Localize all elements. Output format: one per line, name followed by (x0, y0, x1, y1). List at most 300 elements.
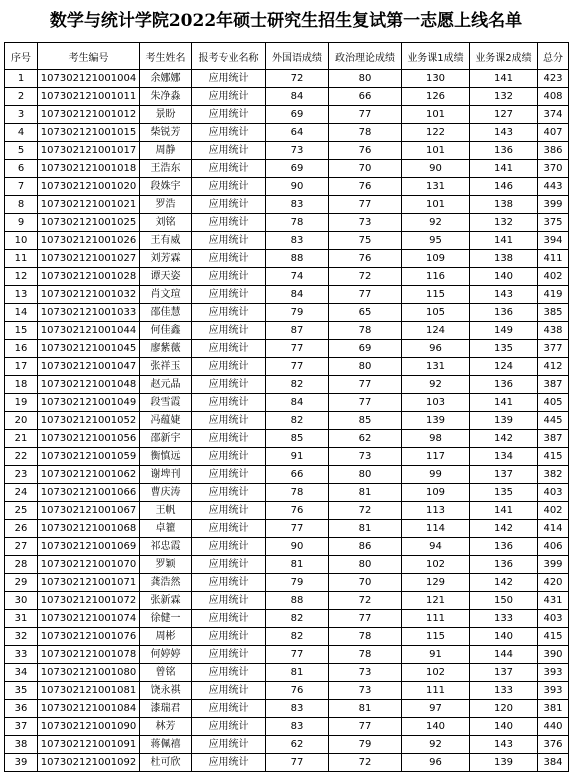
cell-course2: 138 (470, 196, 538, 214)
cell-course2: 144 (470, 646, 538, 664)
cell-major: 应用统计 (192, 268, 266, 286)
cell-name: 祁忠霞 (140, 538, 192, 556)
cell-seq: 29 (5, 574, 38, 592)
cell-seq: 37 (5, 718, 38, 736)
table-row (5, 88, 569, 106)
cell-exam-id: 107302121001072 (38, 592, 140, 610)
cell-course2: 149 (470, 322, 538, 340)
cell-exam-id: 107302121001070 (38, 556, 140, 574)
cell-seq: 1 (5, 70, 38, 88)
cell-exam-id: 107302121001091 (38, 736, 140, 754)
table-row (5, 322, 569, 340)
cell-course1: 96 (402, 340, 470, 358)
cell-exam-id: 107302121001004 (38, 70, 140, 88)
cell-total: 407 (538, 124, 569, 142)
cell-course2: 136 (470, 304, 538, 322)
cell-course1: 102 (402, 556, 470, 574)
cell-course1: 124 (402, 322, 470, 340)
cell-seq: 31 (5, 610, 38, 628)
cell-foreign-language: 83 (266, 196, 329, 214)
cell-politics: 77 (329, 394, 402, 412)
cell-exam-id: 107302121001026 (38, 232, 140, 250)
cell-course1: 113 (402, 502, 470, 520)
cell-course1: 99 (402, 466, 470, 484)
cell-seq: 30 (5, 592, 38, 610)
table-row (5, 610, 569, 628)
cell-politics: 76 (329, 250, 402, 268)
cell-foreign-language: 82 (266, 610, 329, 628)
cell-politics: 80 (329, 466, 402, 484)
cell-exam-id: 107302121001018 (38, 160, 140, 178)
cell-course2: 141 (470, 502, 538, 520)
cell-seq: 8 (5, 196, 38, 214)
cell-name: 张新霖 (140, 592, 192, 610)
cell-foreign-language: 91 (266, 448, 329, 466)
cell-course2: 143 (470, 286, 538, 304)
cell-major: 应用统计 (192, 376, 266, 394)
cell-seq: 17 (5, 358, 38, 376)
table-row (5, 124, 569, 142)
cell-foreign-language: 69 (266, 106, 329, 124)
cell-exam-id: 107302121001052 (38, 412, 140, 430)
cell-exam-id: 107302121001033 (38, 304, 140, 322)
cell-name: 肖文瑄 (140, 286, 192, 304)
cell-foreign-language: 77 (266, 646, 329, 664)
cell-seq: 38 (5, 736, 38, 754)
cell-foreign-language: 77 (266, 340, 329, 358)
cell-politics: 80 (329, 556, 402, 574)
cell-seq: 18 (5, 376, 38, 394)
cell-politics: 76 (329, 178, 402, 196)
cell-major: 应用统计 (192, 610, 266, 628)
table-row (5, 286, 569, 304)
cell-total: 438 (538, 322, 569, 340)
cell-name: 余娜娜 (140, 70, 192, 88)
cell-exam-id: 107302121001015 (38, 124, 140, 142)
cell-foreign-language: 84 (266, 286, 329, 304)
cell-name: 邵佳慧 (140, 304, 192, 322)
cell-course1: 90 (402, 160, 470, 178)
cell-foreign-language: 81 (266, 664, 329, 682)
cell-politics: 76 (329, 142, 402, 160)
cell-name: 谢埤刊 (140, 466, 192, 484)
cell-seq: 39 (5, 754, 38, 772)
cell-course1: 101 (402, 142, 470, 160)
cell-course2: 136 (470, 376, 538, 394)
header-foreign-language: 外国语成绩 (266, 43, 329, 70)
cell-foreign-language: 87 (266, 322, 329, 340)
cell-exam-id: 107302121001092 (38, 754, 140, 772)
cell-seq: 23 (5, 466, 38, 484)
cell-exam-id: 107302121001047 (38, 358, 140, 376)
cell-major: 应用统计 (192, 106, 266, 124)
cell-exam-id: 107302121001078 (38, 646, 140, 664)
cell-major: 应用统计 (192, 718, 266, 736)
cell-name: 林芳 (140, 718, 192, 736)
cell-major: 应用统计 (192, 178, 266, 196)
cell-course1: 102 (402, 664, 470, 682)
cell-exam-id: 107302121001090 (38, 718, 140, 736)
cell-major: 应用统计 (192, 358, 266, 376)
cell-course2: 138 (470, 250, 538, 268)
cell-course2: 124 (470, 358, 538, 376)
table-row (5, 754, 569, 772)
cell-course1: 101 (402, 196, 470, 214)
cell-course2: 137 (470, 466, 538, 484)
cell-total: 370 (538, 160, 569, 178)
cell-course2: 140 (470, 628, 538, 646)
cell-course2: 142 (470, 430, 538, 448)
cell-foreign-language: 72 (266, 70, 329, 88)
cell-course1: 92 (402, 214, 470, 232)
cell-course2: 143 (470, 124, 538, 142)
table-row (5, 448, 569, 466)
cell-name: 段雪霞 (140, 394, 192, 412)
cell-major: 应用统计 (192, 88, 266, 106)
cell-politics: 77 (329, 376, 402, 394)
header-exam-id: 考生编号 (38, 43, 140, 70)
table-row (5, 376, 569, 394)
header-total: 总分 (538, 43, 569, 70)
cell-exam-id: 107302121001068 (38, 520, 140, 538)
cell-total: 419 (538, 286, 569, 304)
cell-total: 408 (538, 88, 569, 106)
cell-politics: 77 (329, 718, 402, 736)
cell-course1: 97 (402, 700, 470, 718)
cell-course2: 140 (470, 268, 538, 286)
cell-exam-id: 107302121001076 (38, 628, 140, 646)
cell-course2: 141 (470, 394, 538, 412)
cell-politics: 85 (329, 412, 402, 430)
cell-course1: 129 (402, 574, 470, 592)
cell-foreign-language: 66 (266, 466, 329, 484)
table-row (5, 466, 569, 484)
cell-foreign-language: 76 (266, 502, 329, 520)
cell-major: 应用统计 (192, 322, 266, 340)
cell-seq: 14 (5, 304, 38, 322)
cell-name: 何佳鑫 (140, 322, 192, 340)
cell-exam-id: 107302121001080 (38, 664, 140, 682)
cell-major: 应用统计 (192, 448, 266, 466)
cell-foreign-language: 77 (266, 520, 329, 538)
cell-seq: 3 (5, 106, 38, 124)
cell-total: 375 (538, 214, 569, 232)
cell-exam-id: 107302121001021 (38, 196, 140, 214)
cell-foreign-language: 64 (266, 124, 329, 142)
cell-politics: 66 (329, 88, 402, 106)
table-row (5, 556, 569, 574)
cell-foreign-language: 77 (266, 754, 329, 772)
cell-course2: 136 (470, 538, 538, 556)
cell-course2: 141 (470, 70, 538, 88)
table-row (5, 178, 569, 196)
cell-politics: 86 (329, 538, 402, 556)
cell-name: 饶永祺 (140, 682, 192, 700)
cell-foreign-language: 83 (266, 718, 329, 736)
cell-total: 381 (538, 700, 569, 718)
cell-total: 399 (538, 556, 569, 574)
table-row (5, 430, 569, 448)
cell-seq: 11 (5, 250, 38, 268)
cell-foreign-language: 88 (266, 592, 329, 610)
cell-politics: 72 (329, 502, 402, 520)
cell-seq: 22 (5, 448, 38, 466)
cell-exam-id: 107302121001048 (38, 376, 140, 394)
cell-name: 朱净淼 (140, 88, 192, 106)
cell-total: 394 (538, 232, 569, 250)
cell-seq: 36 (5, 700, 38, 718)
admission-table (4, 42, 569, 772)
cell-total: 440 (538, 718, 569, 736)
cell-politics: 77 (329, 106, 402, 124)
cell-major: 应用统计 (192, 556, 266, 574)
header-seq: 序号 (5, 43, 38, 70)
cell-politics: 62 (329, 430, 402, 448)
cell-course1: 103 (402, 394, 470, 412)
cell-politics: 81 (329, 520, 402, 538)
cell-course1: 117 (402, 448, 470, 466)
cell-name: 王有威 (140, 232, 192, 250)
header-politics: 政治理论成绩 (329, 43, 402, 70)
cell-exam-id: 107302121001059 (38, 448, 140, 466)
cell-course1: 131 (402, 178, 470, 196)
cell-foreign-language: 81 (266, 556, 329, 574)
cell-foreign-language: 85 (266, 430, 329, 448)
cell-name: 廖紫薇 (140, 340, 192, 358)
cell-exam-id: 107302121001027 (38, 250, 140, 268)
cell-course2: 146 (470, 178, 538, 196)
cell-name: 景盼 (140, 106, 192, 124)
header-course1: 业务课1成绩 (402, 43, 470, 70)
cell-name: 邵新宇 (140, 430, 192, 448)
cell-major: 应用统计 (192, 124, 266, 142)
cell-name: 蒋佩禧 (140, 736, 192, 754)
cell-seq: 13 (5, 286, 38, 304)
cell-name: 衡慎远 (140, 448, 192, 466)
cell-major: 应用统计 (192, 736, 266, 754)
cell-name: 王帆 (140, 502, 192, 520)
cell-politics: 72 (329, 268, 402, 286)
cell-course2: 137 (470, 664, 538, 682)
cell-foreign-language: 82 (266, 628, 329, 646)
table-row (5, 574, 569, 592)
table-row (5, 412, 569, 430)
cell-exam-id: 107302121001012 (38, 106, 140, 124)
cell-politics: 73 (329, 448, 402, 466)
cell-major: 应用统计 (192, 574, 266, 592)
cell-exam-id: 107302121001049 (38, 394, 140, 412)
cell-name: 曹庆涛 (140, 484, 192, 502)
cell-name: 罗颖 (140, 556, 192, 574)
cell-name: 卓籊 (140, 520, 192, 538)
cell-exam-id: 107302121001011 (38, 88, 140, 106)
cell-exam-id: 107302121001032 (38, 286, 140, 304)
cell-foreign-language: 88 (266, 250, 329, 268)
cell-seq: 26 (5, 520, 38, 538)
cell-seq: 19 (5, 394, 38, 412)
cell-foreign-language: 79 (266, 304, 329, 322)
cell-total: 405 (538, 394, 569, 412)
cell-seq: 12 (5, 268, 38, 286)
cell-seq: 27 (5, 538, 38, 556)
cell-course2: 142 (470, 574, 538, 592)
cell-major: 应用统计 (192, 646, 266, 664)
cell-major: 应用统计 (192, 520, 266, 538)
cell-major: 应用统计 (192, 664, 266, 682)
cell-course2: 141 (470, 160, 538, 178)
cell-politics: 80 (329, 70, 402, 88)
cell-total: 377 (538, 340, 569, 358)
cell-exam-id: 107302121001074 (38, 610, 140, 628)
cell-politics: 79 (329, 736, 402, 754)
cell-politics: 78 (329, 124, 402, 142)
cell-major: 应用统计 (192, 682, 266, 700)
cell-name: 罗浩 (140, 196, 192, 214)
cell-course1: 101 (402, 106, 470, 124)
table-row (5, 250, 569, 268)
cell-foreign-language: 76 (266, 682, 329, 700)
cell-seq: 5 (5, 142, 38, 160)
cell-total: 445 (538, 412, 569, 430)
cell-politics: 72 (329, 592, 402, 610)
table-row (5, 304, 569, 322)
cell-total: 406 (538, 538, 569, 556)
cell-major: 应用统计 (192, 484, 266, 502)
cell-seq: 32 (5, 628, 38, 646)
cell-total: 420 (538, 574, 569, 592)
cell-exam-id: 107302121001062 (38, 466, 140, 484)
cell-foreign-language: 79 (266, 574, 329, 592)
cell-politics: 69 (329, 340, 402, 358)
cell-foreign-language: 62 (266, 736, 329, 754)
table-row (5, 736, 569, 754)
cell-total: 393 (538, 664, 569, 682)
cell-politics: 77 (329, 286, 402, 304)
cell-name: 周静 (140, 142, 192, 160)
cell-name: 龚浩然 (140, 574, 192, 592)
cell-foreign-language: 84 (266, 88, 329, 106)
cell-seq: 25 (5, 502, 38, 520)
cell-course1: 111 (402, 610, 470, 628)
document-title: 数学与统计学院2022年硕士研究生招生复试第一志愿上线名单 (49, 11, 523, 31)
cell-exam-id: 107302121001025 (38, 214, 140, 232)
cell-exam-id: 107302121001069 (38, 538, 140, 556)
table-row (5, 268, 569, 286)
cell-course1: 130 (402, 70, 470, 88)
cell-name: 冯蕴婕 (140, 412, 192, 430)
cell-politics: 77 (329, 610, 402, 628)
cell-total: 374 (538, 106, 569, 124)
cell-exam-id: 107302121001071 (38, 574, 140, 592)
cell-seq: 28 (5, 556, 38, 574)
cell-name: 赵元晶 (140, 376, 192, 394)
cell-major: 应用统计 (192, 286, 266, 304)
cell-seq: 9 (5, 214, 38, 232)
table-row (5, 628, 569, 646)
cell-seq: 2 (5, 88, 38, 106)
table-row (5, 196, 569, 214)
table-row (5, 106, 569, 124)
cell-seq: 34 (5, 664, 38, 682)
cell-politics: 78 (329, 628, 402, 646)
cell-foreign-language: 69 (266, 160, 329, 178)
cell-course2: 136 (470, 142, 538, 160)
cell-course2: 135 (470, 340, 538, 358)
cell-foreign-language: 73 (266, 142, 329, 160)
cell-politics: 81 (329, 484, 402, 502)
cell-major: 应用统计 (192, 592, 266, 610)
cell-total: 390 (538, 646, 569, 664)
cell-major: 应用统计 (192, 196, 266, 214)
table-row (5, 502, 569, 520)
cell-major: 应用统计 (192, 232, 266, 250)
cell-total: 385 (538, 304, 569, 322)
cell-major: 应用统计 (192, 340, 266, 358)
cell-seq: 15 (5, 322, 38, 340)
cell-foreign-language: 83 (266, 700, 329, 718)
cell-seq: 4 (5, 124, 38, 142)
cell-name: 何婷婷 (140, 646, 192, 664)
table-row (5, 232, 569, 250)
cell-politics: 70 (329, 574, 402, 592)
cell-total: 411 (538, 250, 569, 268)
header-major: 报考专业名称 (192, 43, 266, 70)
cell-course1: 98 (402, 430, 470, 448)
cell-course2: 150 (470, 592, 538, 610)
cell-exam-id: 107302121001045 (38, 340, 140, 358)
cell-name: 柴锐芳 (140, 124, 192, 142)
cell-seq: 16 (5, 340, 38, 358)
cell-foreign-language: 82 (266, 412, 329, 430)
table-row (5, 142, 569, 160)
table-row (5, 70, 569, 88)
cell-course1: 114 (402, 520, 470, 538)
cell-name: 刘铭 (140, 214, 192, 232)
cell-total: 443 (538, 178, 569, 196)
cell-course1: 92 (402, 376, 470, 394)
cell-course1: 139 (402, 412, 470, 430)
cell-foreign-language: 90 (266, 178, 329, 196)
cell-exam-id: 107302121001044 (38, 322, 140, 340)
cell-total: 384 (538, 754, 569, 772)
cell-name: 王浩东 (140, 160, 192, 178)
cell-foreign-language: 84 (266, 394, 329, 412)
cell-foreign-language: 78 (266, 214, 329, 232)
cell-exam-id: 107302121001056 (38, 430, 140, 448)
cell-course2: 143 (470, 736, 538, 754)
cell-name: 段姝宇 (140, 178, 192, 196)
cell-course1: 92 (402, 736, 470, 754)
cell-major: 应用统计 (192, 304, 266, 322)
table-row (5, 664, 569, 682)
cell-politics: 73 (329, 664, 402, 682)
cell-politics: 78 (329, 322, 402, 340)
cell-course1: 122 (402, 124, 470, 142)
cell-course1: 115 (402, 628, 470, 646)
cell-seq: 24 (5, 484, 38, 502)
header-course2: 业务课2成绩 (470, 43, 538, 70)
cell-course2: 139 (470, 412, 538, 430)
cell-name: 漆瑞君 (140, 700, 192, 718)
cell-total: 412 (538, 358, 569, 376)
cell-name: 谭天姿 (140, 268, 192, 286)
cell-total: 403 (538, 610, 569, 628)
cell-course2: 140 (470, 718, 538, 736)
cell-total: 399 (538, 196, 569, 214)
table-row (5, 718, 569, 736)
cell-major: 应用统计 (192, 502, 266, 520)
table-row (5, 682, 569, 700)
